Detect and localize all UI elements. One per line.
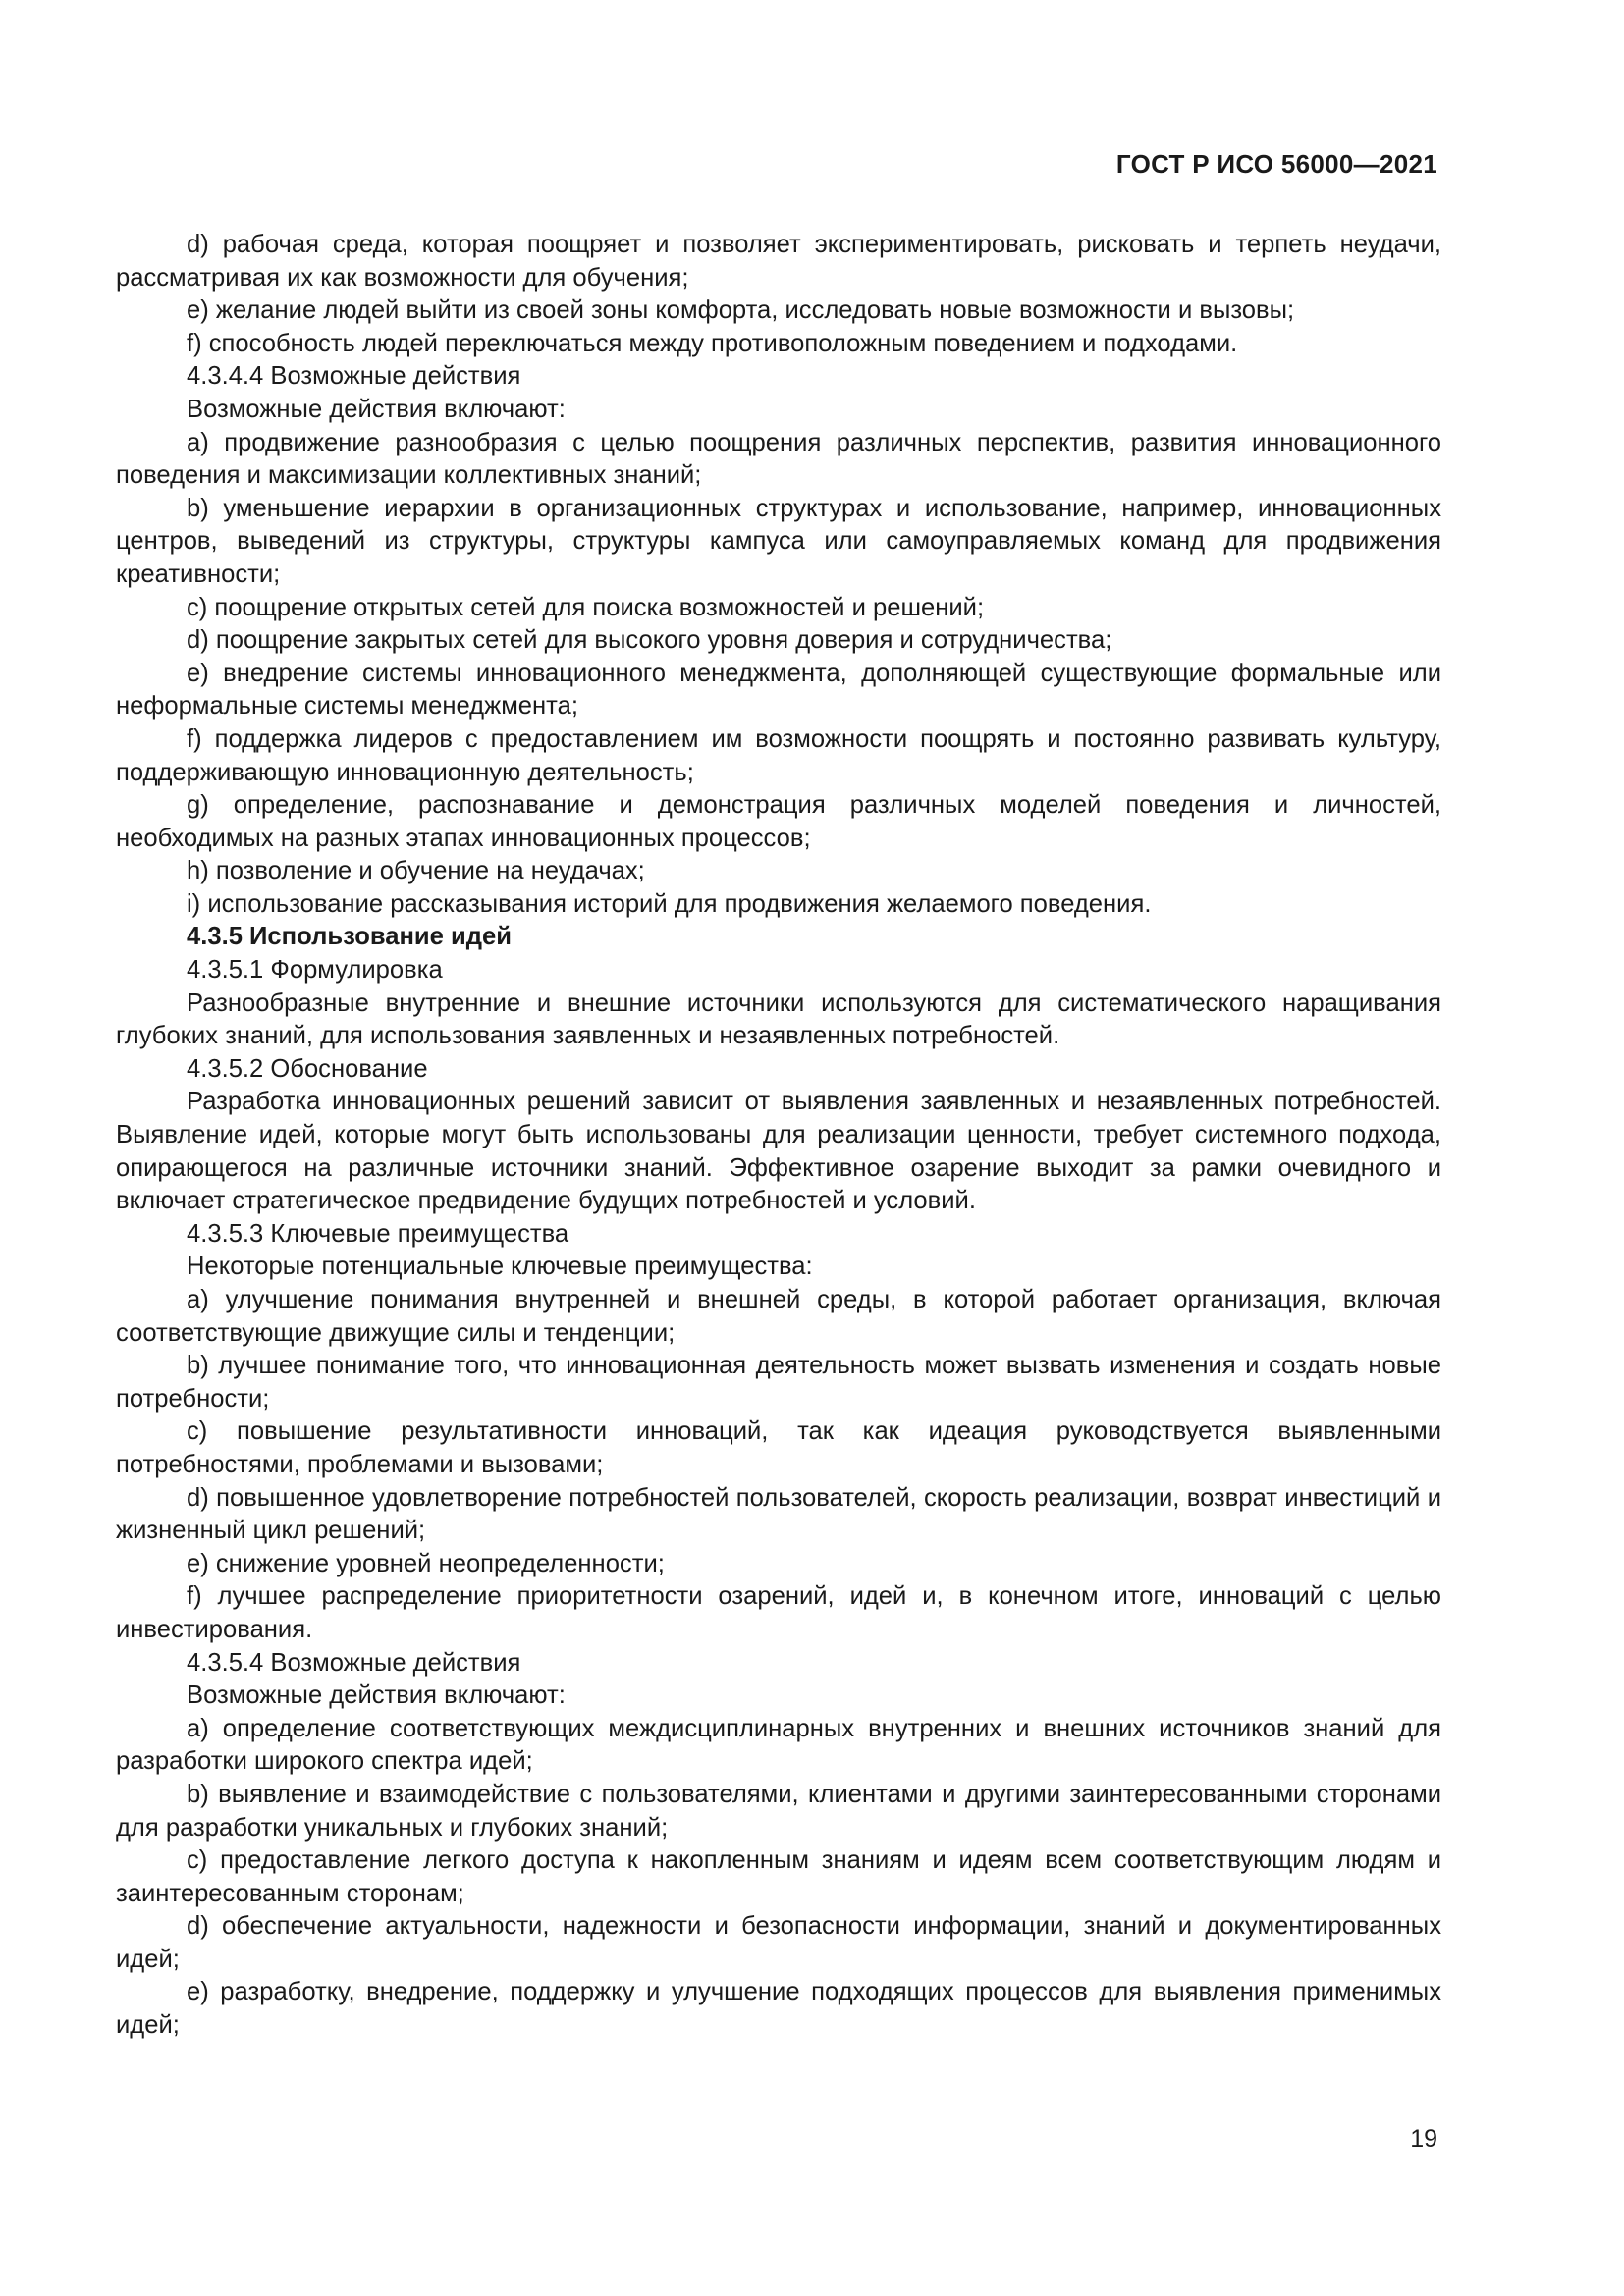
paragraph: 4.3.5.1 Формулировка: [187, 956, 443, 985]
paragraph: b) выявление и взаимодействие с пользователями, клиентами и другими заинтересованными сторонами для разработки уникальных и глубоких знаний;: [116, 1780, 1441, 1842]
paragraph: b) уменьшение иерархии в организационных структурах и использование, например, инновационных центров, выведений из структуры, структуры кампуса или самоуправляемых команд для продвижения креативности;: [116, 494, 1441, 588]
paragraph: 4.3.4.4 Возможные действия: [187, 362, 521, 391]
paragraph: f) лучшее распределение приоритетности озарений, идей и, в конечном итоге, инноваций с целью инвестирования.: [116, 1582, 1441, 1643]
paragraph: 4.3.5.3 Ключевые преимущества: [187, 1219, 569, 1248]
paragraph: 4.3.5.2 Обоснование: [187, 1054, 428, 1083]
paragraph: f) поддержка лидеров с предоставлением им возможности поощрять и постоянно развивать культуру, поддерживающую инновационную деятельность;: [116, 724, 1441, 786]
paragraph: f) способность людей переключаться между противоположным поведением и подходами.: [187, 329, 1238, 357]
paragraph: Некоторые потенциальные ключевые преимущества:: [187, 1253, 813, 1281]
page-number: 19: [1410, 2125, 1437, 2153]
paragraph: a) продвижение разнообразия с целью поощрения различных перспектив, развития инновационного поведения и максимизации коллективных знаний;: [116, 428, 1441, 490]
paragraph: e) внедрение системы инновационного менеджмента, дополняющей существующие формальные или неформальные системы менеджмента;: [116, 659, 1441, 721]
paragraph: е) желание людей выйти из своей зоны комфорта, исследовать новые возможности и вызовы;: [187, 296, 1295, 325]
paragraph: c) повышение результативности инноваций, так как идеация руководствуется выявленными потребностями, проблемами и вызовами;: [116, 1417, 1441, 1478]
paragraph: Разнообразные внутренние и внешние источники используются для систематического наращивания глубоких знаний, для использования заявленных и незаявленных потребностей.: [116, 988, 1441, 1050]
paragraph: Разработка инновационных решений зависит от выявления заявленных и незаявленных потребностей. Выявление идей, которые могут быть использованы для реализации ценности, требует системного подхода, опирающегося на различные источники знаний. Эффективное озарение выходит за рамки очевидного и включает стратегическое предвидение будущих потребностей и условий.: [116, 1088, 1441, 1215]
document-body: [116, 229, 1441, 2043]
paragraph: b) лучшее понимание того, что инновационная деятельность может вызвать изменения и создать новые потребности;: [116, 1352, 1441, 1413]
paragraph: a) определение соответствующих междисциплинарных внутренних и внешних источников знаний для разработки широкого спектра идей;: [116, 1714, 1441, 1776]
paragraph: d) повышенное удовлетворение потребностей пользователей, скорость реализации, возврат инвестиций и жизненный цикл решений;: [116, 1483, 1441, 1545]
paragraph: g) определение, распознавание и демонстрация различных моделей поведения и личностей, необходимых на разных этапах инновационных процессов;: [116, 791, 1441, 852]
paragraph: e) разработку, внедрение, поддержку и улучшение подходящих процессов для выявления применимых идей;: [116, 1978, 1441, 2040]
paragraph: i) использование рассказывания историй для продвижения желаемого поведения.: [187, 889, 1152, 918]
section-heading: 4.3.5 Использование идей: [187, 923, 512, 951]
paragraph: h) позволение и обучение на неудачах;: [187, 857, 645, 885]
standard-header: ГОСТ Р ИСО 56000—2021: [1115, 149, 1437, 179]
paragraph: Возможные действия включают:: [187, 395, 566, 423]
paragraph: e) снижение уровней неопределенности;: [187, 1549, 665, 1577]
paragraph: d) обеспечение актуальности, надежности и безопасности информации, знаний и документированных идей;: [116, 1912, 1441, 1973]
paragraph: d) рабочая среда, которая поощряет и позволяет экспериментировать, рисковать и терпеть неудачи, рассматривая их как возможности для обучения;: [116, 231, 1441, 292]
paragraph: d) поощрение закрытых сетей для высокого уровня доверия и сотрудничества;: [187, 626, 1112, 655]
paragraph: Возможные действия включают:: [187, 1682, 566, 1710]
paragraph: 4.3.5.4 Возможные действия: [187, 1648, 521, 1677]
paragraph: c) поощрение открытых сетей для поиска возможностей и решений;: [187, 593, 985, 621]
paragraph: a) улучшение понимания внутренней и внешней среды, в которой работает организация, включая соответствующие движущие силы и тенденции;: [116, 1286, 1441, 1347]
paragraph: c) предоставление легкого доступа к накопленным знаниям и идеям всем соответствующим людям и заинтересованным сторонам;: [116, 1846, 1441, 1907]
